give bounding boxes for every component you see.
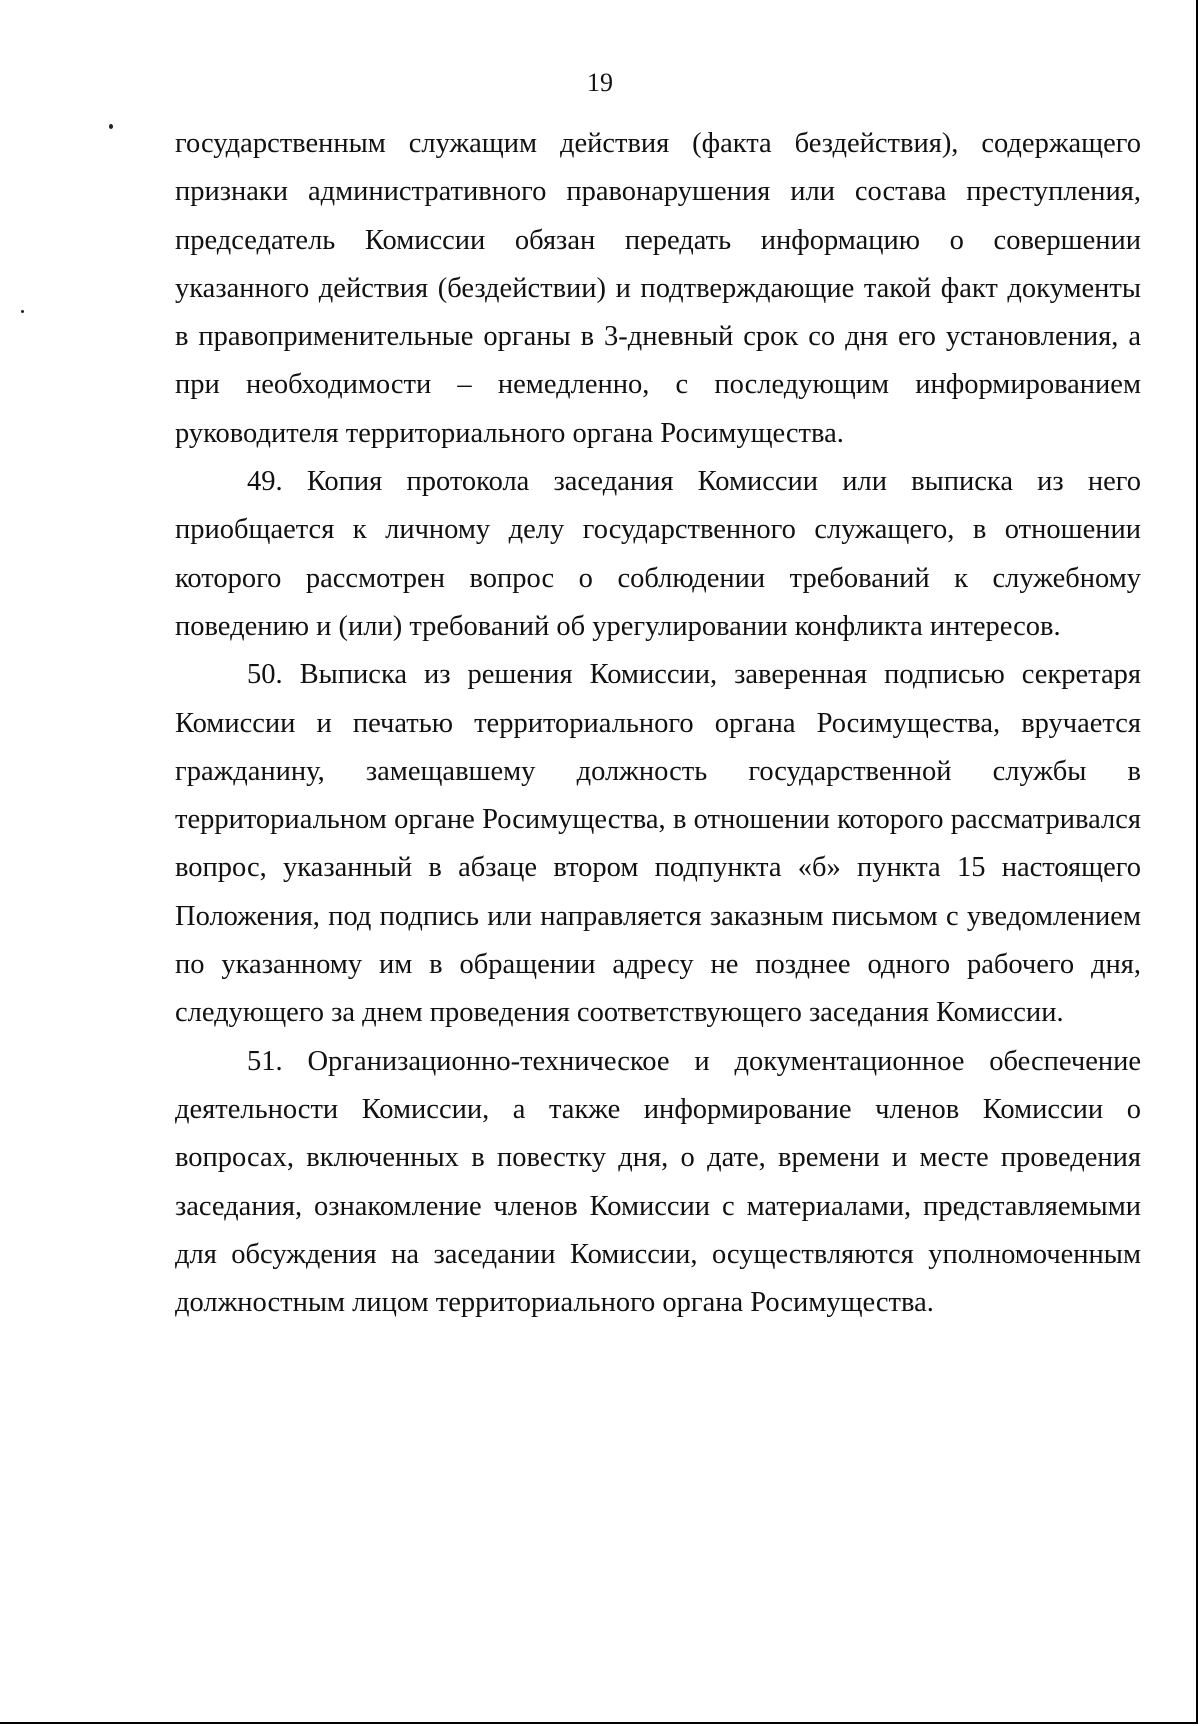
paragraph-51: 51. Организационно-техническое и документационное обеспечение деятельности Комиссии, а также информирование членов Комиссии о вопросах, включенных в повестку дня, о дате, времени и месте проведения заседания, ознакомление членов Комиссии с материалами, представляемыми для обсуждения на заседании Комиссии, осуществляются уполномоченным должностным лицом территориального органа Росимущества. — [175, 1045, 1141, 1319]
page-number: 19 — [587, 68, 613, 97]
scan-speck — [21, 310, 24, 313]
paragraph-continuation: государственным служащим действия (факта бездействия), содержащего признаки административного правонарушения или состава преступления, председатель Комиссии обязан передать информацию о совершении указанного действия (бездействии) и подтверждающие такой факт документы в правоприменительные органы в 3-дневный срок со дня его установления, а при необходимости – немедленно, с последующим информированием руководителя территориального органа Росимущества. — [175, 128, 1141, 449]
document-body — [175, 120, 1141, 1327]
scan-speck — [109, 124, 113, 129]
paragraph-50: 50. Выписка из решения Комиссии, заверенная подписью секретаря Комиссии и печатью территориального органа Росимущества, вручается гражданину, замещавшему должность государственной службы в территориальном органе Росимущества, в отношении которого рассматривался вопрос, указанный в абзаце втором подпункта «б» пункта 15 настоящего Положения, под подпись или направляется заказным письмом с уведомлением по указанному им в обращении адресу не позднее одного рабочего дня, следующего за днем проведения соответствующего заседания Комиссии. — [175, 659, 1141, 1029]
paragraph-49: 49. Копия протокола заседания Комиссии или выписка из него приобщается к личному делу государственного служащего, в отношении которого рассмотрен вопрос о соблюдении требований к служебному поведению и (или) требований об урегулировании конфликта интересов. — [175, 466, 1141, 642]
